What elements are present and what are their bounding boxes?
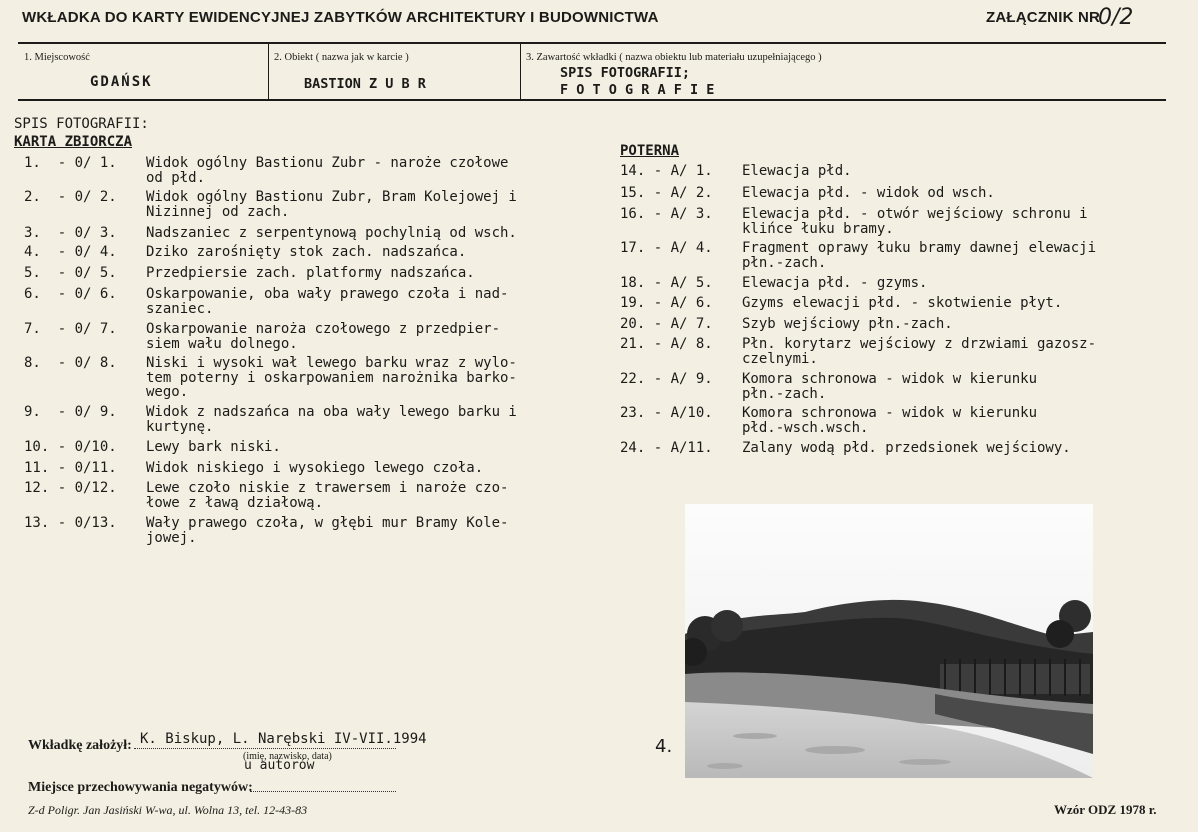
negatives-dotted-line xyxy=(250,779,396,792)
photo-description: Widok ogólny Bastionu Zubr, Bram Kolejowej i Nizinnej od zach. xyxy=(146,189,517,220)
compiled-by-hint: (imię, nazwisko, data) xyxy=(243,751,332,762)
header-rule-bottom xyxy=(18,99,1166,101)
list-title: SPIS FOTOGRAFII: xyxy=(14,116,149,132)
photo-description: Widok niskiego i wysokiego lewego czoła. xyxy=(146,460,484,476)
photo-number-code: 11. - 0/11. xyxy=(24,460,117,476)
photo-description: Zalany wodą płd. przedsionek wejściowy. xyxy=(742,440,1071,456)
form-code: Wzór ODZ 1978 r. xyxy=(1054,802,1157,817)
photo-description: Szyb wejściowy płn.-zach. xyxy=(742,316,953,332)
photo-description: Komora schronowa - widok w kierunku płn.-zach. xyxy=(742,371,1038,402)
photo-number-code: 18. - A/ 5. xyxy=(620,275,713,291)
photo-list-item xyxy=(24,156,508,185)
photo-number: 4. xyxy=(655,736,673,757)
photo-list-item xyxy=(620,317,953,332)
appendix-label: ZAŁĄCZNIK NR xyxy=(986,9,1101,26)
contents-value-2: F O T O G R A F I E xyxy=(560,82,715,98)
photo-number-code: 2. - 0/ 2. xyxy=(24,189,117,205)
photo-list-item xyxy=(620,406,1037,435)
photo-number-code: 23. - A/10. xyxy=(620,405,713,421)
locality-value: GDAŃSK xyxy=(90,74,153,90)
photo-number-code: 5. - 0/ 5. xyxy=(24,265,117,281)
photo-description: Wały prawego czoła, w głębi mur Bramy Kole- jowej. xyxy=(146,515,509,546)
photo-description: Gzyms elewacji płd. - skotwienie płyt. xyxy=(742,295,1063,311)
photo-number-code: 9. - 0/ 9. xyxy=(24,404,117,420)
photo-number-code: 16. - A/ 3. xyxy=(620,206,713,222)
photo-description: Niski i wysoki wał lewego barku wraz z wylo- tem poterny i oskarpowaniem narożnika barko- wego. xyxy=(146,355,517,400)
photo-list-item xyxy=(620,207,1088,236)
section-heading-karta-zbiorcza: KARTA ZBIORCZA xyxy=(14,134,133,150)
photo-number-code: 4. - 0/ 4. xyxy=(24,244,117,260)
contents-label: 3. Zawartość wkładki ( nazwa obiektu lub materiału uzupełniającego ) xyxy=(526,52,822,63)
photo-number-code: 20. - A/ 7. xyxy=(620,316,713,332)
photo-number-code: 8. - 0/ 8. xyxy=(24,355,117,371)
compiled-by-label: Wkładkę założył: xyxy=(28,738,132,753)
photo-list-item xyxy=(24,266,475,281)
photo-description: Lewe czoło niskie z trawersem i naroże czo- łowe z ławą działową. xyxy=(146,480,509,511)
photo-list-item xyxy=(620,241,1096,270)
photo-description: Elewacja płd. - gzyms. xyxy=(742,275,928,291)
photo-number-code: 12. - 0/12. xyxy=(24,480,117,496)
photo-description: Elewacja płd. xyxy=(742,163,852,179)
photo-number-code: 21. - A/ 8. xyxy=(620,336,713,352)
photo-list-item xyxy=(24,287,508,316)
photo-description: Fragment oprawy łuku bramy dawnej elewacji płn.-zach. xyxy=(742,240,1097,271)
photo-description: Widok z nadszańca na oba wały lewego barku i kurtynę. xyxy=(146,404,517,435)
photo-number-code: 24. - A/11. xyxy=(620,440,713,456)
photo-list-item xyxy=(24,190,517,219)
photo-number-code: 14. - A/ 1. xyxy=(620,163,713,179)
card-title: WKŁADKA DO KARTY EWIDENCYJNEJ ZABYTKÓW ARCHITEKTURY I BUDOWNICTWA xyxy=(22,9,659,26)
photo-number-code: 13. - 0/13. xyxy=(24,515,117,531)
photo-number-code: 22. - A/ 9. xyxy=(620,371,713,387)
photo-number-code: 3. - 0/ 3. xyxy=(24,225,117,241)
photo-number-code: 19. - A/ 6. xyxy=(620,295,713,311)
photo-list-item xyxy=(24,405,517,434)
photo-description: Nadszaniec z serpentynową pochylnią od wsch. xyxy=(146,225,517,241)
photo-number-code: 15. - A/ 2. xyxy=(620,185,713,201)
section-heading-poterna: POTERNA xyxy=(620,143,680,159)
photo-number-code: 6. - 0/ 6. xyxy=(24,286,117,302)
printer-info: Z-d Poligr. Jan Jasiński W-wa, ul. Wolna 13, tel. 12-43-83 xyxy=(28,803,308,817)
header-rule-top xyxy=(18,42,1166,44)
appendix-number: 0/2 xyxy=(1098,5,1134,30)
photo-list-item xyxy=(620,276,927,291)
photo-description: Przedpiersie zach. platformy nadszańca. xyxy=(146,265,475,281)
photo-list-item xyxy=(24,245,466,260)
photo-description: Elewacja płd. - widok od wsch. xyxy=(742,185,995,201)
bastion-photo xyxy=(685,504,1093,778)
photo-number-code: 1. - 0/ 1. xyxy=(24,155,117,171)
bastion-photo-image xyxy=(685,504,1093,778)
photo-list-item xyxy=(620,164,852,179)
object-value: BASTION Z U B R xyxy=(304,76,426,92)
photo-number-code: 17. - A/ 4. xyxy=(620,240,713,256)
photo-description: Płn. korytarz wejściowy z drzwiami gazosz- czelnymi. xyxy=(742,336,1097,367)
field-divider-1 xyxy=(268,44,269,99)
photo-description: Elewacja płd. - otwór wejściowy schronu i klińce łuku bramy. xyxy=(742,206,1088,237)
photo-description: Oskarpowanie, oba wały prawego czoła i nad- szaniec. xyxy=(146,286,509,317)
photo-number-code: 10. - 0/10. xyxy=(24,439,117,455)
compiled-by-value: K. Biskup, L. Narębski IV-VII.1994 xyxy=(140,731,427,747)
photo-list-item xyxy=(24,322,500,351)
photo-list-item xyxy=(24,481,508,510)
contents-value-1: SPIS FOTOGRAFII; xyxy=(560,65,691,81)
photo-list-item xyxy=(620,441,1071,456)
photo-list-item xyxy=(24,461,483,476)
photo-list-item xyxy=(24,516,508,545)
photo-list-item xyxy=(620,372,1037,401)
photo-list-item xyxy=(620,186,995,201)
locality-label: 1. Miejscowość xyxy=(24,52,90,63)
photo-description: Widok ogólny Bastionu Zubr - naroże czołowe od płd. xyxy=(146,155,509,186)
photo-description: Oskarpowanie naroża czołowego z przedpier- siem wału dolnego. xyxy=(146,321,501,352)
photo-list-item xyxy=(24,356,517,400)
photo-description: Lewy bark niski. xyxy=(146,439,281,455)
photo-description: Dziko zarośnięty stok zach. nadszańca. xyxy=(146,244,467,260)
photo-list-item xyxy=(24,440,281,455)
photo-list-item xyxy=(620,337,1096,366)
photo-list-item xyxy=(620,296,1062,311)
photo-list-item xyxy=(24,226,517,241)
photo-number-code: 7. - 0/ 7. xyxy=(24,321,117,337)
negatives-label: Miejsce przechowywania negatywów: xyxy=(28,780,253,795)
photo-description: Komora schronowa - widok w kierunku płd.-wsch.wsch. xyxy=(742,405,1038,436)
field-divider-2 xyxy=(520,44,521,99)
object-label: 2. Obiekt ( nazwa jak w karcie ) xyxy=(274,52,409,63)
storage-value: u autorów xyxy=(244,758,315,773)
